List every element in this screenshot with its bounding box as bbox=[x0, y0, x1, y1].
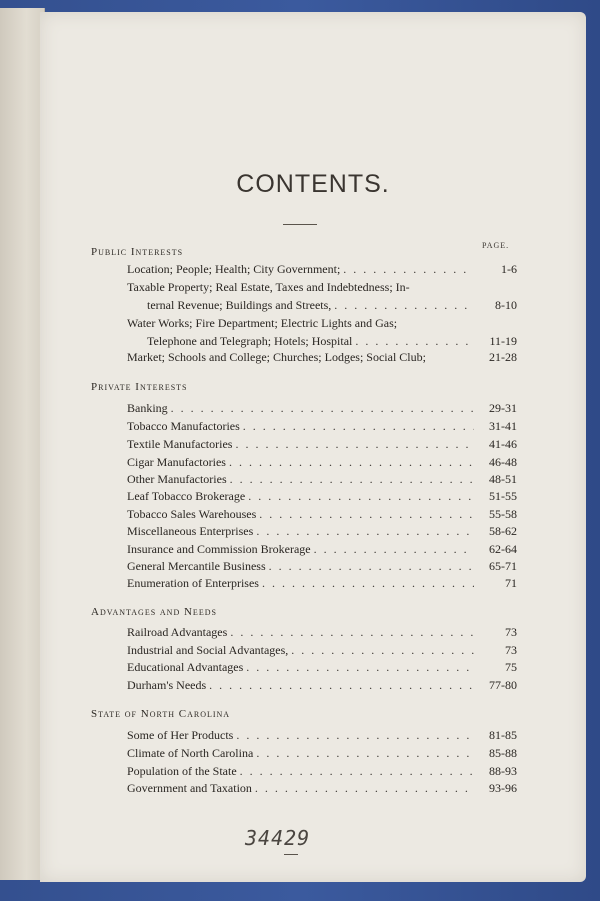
dot-leader bbox=[259, 507, 474, 522]
toc-entry bbox=[127, 746, 517, 763]
dot-leader bbox=[230, 625, 474, 640]
section-heading: Private Interests bbox=[91, 381, 188, 393]
toc-entry-page: 77-80 bbox=[489, 678, 517, 692]
toc-entry bbox=[127, 728, 517, 745]
toc-entry-title: Enumeration of Enterprises bbox=[127, 576, 259, 590]
dot-leader bbox=[355, 334, 474, 349]
section-heading: Advantages and Needs bbox=[91, 606, 217, 618]
toc-entry-page: 55-58 bbox=[489, 507, 517, 521]
toc-entry bbox=[147, 298, 517, 315]
toc-entry-page: 73 bbox=[505, 625, 517, 639]
toc-entry bbox=[127, 576, 517, 593]
toc-entry-title: Location; People; Health; City Government; bbox=[127, 262, 341, 276]
dot-leader bbox=[230, 472, 474, 487]
toc-entry bbox=[127, 262, 517, 279]
handwritten-accession-number: 34429 bbox=[245, 826, 311, 850]
toc-entry-title: Cigar Manufactories bbox=[127, 455, 226, 469]
toc-entry-title: Market; Schools and College; Churches; Lodges; Social Club; bbox=[127, 350, 426, 364]
toc-entry-page: 29-31 bbox=[489, 401, 517, 415]
toc-entry bbox=[127, 781, 517, 798]
toc-entry bbox=[127, 419, 517, 436]
toc-entry-page: 58-62 bbox=[489, 524, 517, 538]
toc-entry bbox=[127, 350, 517, 367]
toc-entry-title: Miscellaneous Enterprises bbox=[127, 524, 254, 538]
toc-entry-title: Other Manufactories bbox=[127, 472, 227, 486]
dot-leader bbox=[256, 746, 474, 761]
toc-entry bbox=[127, 316, 517, 333]
toc-entry bbox=[127, 643, 517, 660]
toc-entry-page: 31-41 bbox=[489, 419, 517, 433]
toc-entry bbox=[147, 334, 517, 351]
page-column-header: PAGE. bbox=[482, 241, 510, 250]
toc-entry bbox=[127, 625, 517, 642]
toc-entry-page: 73 bbox=[505, 643, 517, 657]
dot-leader bbox=[314, 542, 474, 557]
toc-entry-page: 1-6 bbox=[501, 262, 517, 276]
section-heading: State of North Carolina bbox=[91, 708, 231, 720]
toc-entry-title: Durham's Needs bbox=[127, 678, 207, 692]
toc-entry-title: Tobacco Sales Warehouses bbox=[127, 507, 257, 521]
toc-entry bbox=[127, 401, 517, 418]
toc-entry-page: 51-55 bbox=[489, 489, 517, 503]
toc-entry-title: Textile Manufactories bbox=[127, 437, 233, 451]
title-rule bbox=[283, 224, 317, 225]
toc-entry-page: 21-28 bbox=[489, 350, 517, 364]
toc-entry bbox=[127, 660, 517, 677]
toc-entry-page: 46-48 bbox=[489, 455, 517, 469]
toc-entry-title: Climate of North Carolina bbox=[127, 746, 254, 760]
toc-entry bbox=[127, 542, 517, 559]
toc-entry-page: 65-71 bbox=[489, 559, 517, 573]
toc-entry-title: Tobacco Manufactories bbox=[127, 419, 240, 433]
toc-entry-title: Industrial and Social Advantages, bbox=[127, 643, 289, 657]
toc-entry-page: 81-85 bbox=[489, 728, 517, 742]
dot-leader bbox=[291, 643, 474, 658]
handwritten-underline bbox=[284, 854, 298, 855]
toc-entry-page: 88-93 bbox=[489, 764, 517, 778]
toc-entry bbox=[127, 507, 517, 524]
section-heading: Public Interests bbox=[91, 246, 184, 258]
toc-entry bbox=[127, 489, 517, 506]
toc-entry bbox=[127, 437, 517, 454]
toc-entry bbox=[127, 559, 517, 576]
toc-entry bbox=[127, 524, 517, 541]
dot-leader bbox=[243, 419, 474, 434]
toc-entry-page: 41-46 bbox=[489, 437, 517, 451]
toc-entry-page: 8-10 bbox=[495, 298, 517, 312]
toc-entry bbox=[127, 764, 517, 781]
toc-entry-title: Some of Her Products bbox=[127, 728, 234, 742]
dot-leader bbox=[255, 781, 474, 796]
dot-leader bbox=[236, 728, 474, 743]
toc-entry-page: 75 bbox=[505, 660, 517, 674]
contents-page bbox=[40, 12, 586, 882]
dot-leader bbox=[209, 678, 474, 693]
dot-leader bbox=[334, 298, 474, 313]
binding-stub bbox=[0, 8, 45, 880]
toc-entry-title: Telephone and Telegraph; Hotels; Hospital bbox=[147, 334, 353, 348]
toc-entry-page: 93-96 bbox=[489, 781, 517, 795]
toc-entry-title: Water Works; Fire Department; Electric Lights and Gas; bbox=[127, 316, 398, 330]
toc-entry-page: 85-88 bbox=[489, 746, 517, 760]
toc-entry bbox=[127, 472, 517, 489]
dot-leader bbox=[256, 524, 474, 539]
toc-entry-page: 48-51 bbox=[489, 472, 517, 486]
toc-entry-title: Banking bbox=[127, 401, 168, 415]
dot-leader bbox=[248, 489, 474, 504]
toc-entry bbox=[127, 280, 517, 297]
toc-entry-page: 11-19 bbox=[489, 334, 517, 348]
toc-entry-title: Population of the State bbox=[127, 764, 237, 778]
dot-leader bbox=[229, 455, 474, 470]
toc-entry-title: Educational Advantages bbox=[127, 660, 244, 674]
page-title: CONTENTS. bbox=[236, 170, 390, 198]
dot-leader bbox=[269, 559, 474, 574]
dot-leader bbox=[171, 401, 474, 416]
toc-entry-title: Taxable Property; Real Estate, Taxes and Indebtedness; In- bbox=[127, 280, 410, 294]
toc-entry bbox=[127, 455, 517, 472]
dot-leader bbox=[343, 262, 474, 277]
toc-entry-title: Railroad Advantages bbox=[127, 625, 228, 639]
toc-entry-page: 62-64 bbox=[489, 542, 517, 556]
dot-leader bbox=[262, 576, 474, 591]
dot-leader bbox=[235, 437, 474, 452]
toc-entry bbox=[127, 678, 517, 695]
toc-entry-title: Insurance and Commission Brokerage bbox=[127, 542, 311, 556]
toc-entry-page: 71 bbox=[505, 576, 517, 590]
toc-entry-title: Leaf Tobacco Brokerage bbox=[127, 489, 246, 503]
toc-entry-title: General Mercantile Business bbox=[127, 559, 266, 573]
dot-leader bbox=[246, 660, 474, 675]
toc-entry-title: ternal Revenue; Buildings and Streets, bbox=[147, 298, 332, 312]
toc-entry-title: Government and Taxation bbox=[127, 781, 252, 795]
dot-leader bbox=[240, 764, 474, 779]
